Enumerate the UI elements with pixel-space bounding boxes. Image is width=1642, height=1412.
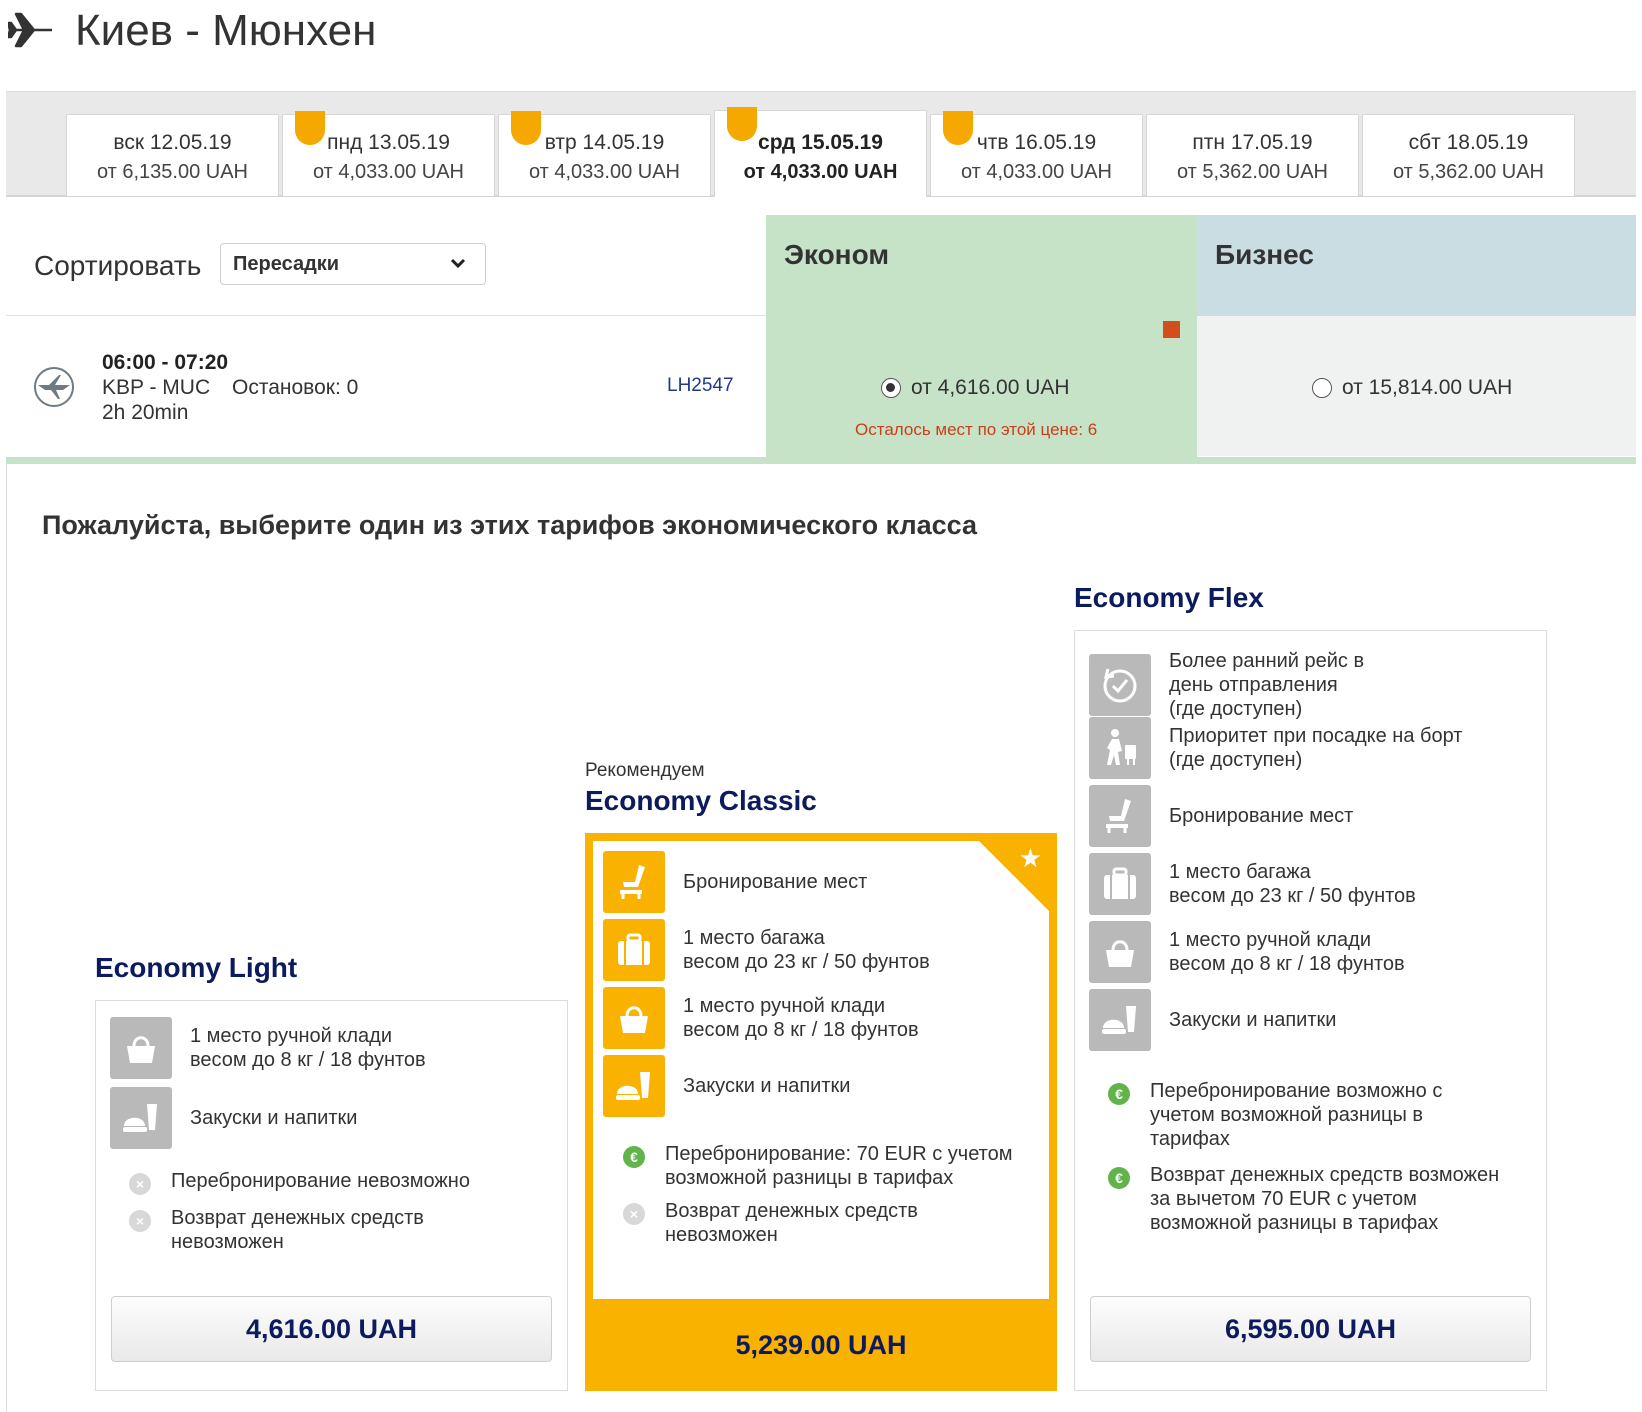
fare-title-flex: Economy Flex — [1074, 582, 1264, 613]
flight-number-link[interactable]: LH2547 — [667, 375, 734, 396]
flight-route: KBP - MUC — [102, 376, 211, 399]
feature-text: 1 место ручной клади весом до 8 кг / 18 фунтов — [683, 995, 919, 1041]
economy-radio[interactable] — [881, 378, 901, 398]
date-tab-price: от 6,135.00 UAH — [96, 161, 249, 183]
business-fare-cell[interactable] — [1197, 316, 1636, 456]
business-radio[interactable] — [1312, 378, 1332, 398]
feature-text: Бронирование мест — [1169, 805, 1354, 827]
fare-title-classic: Economy Classic — [585, 785, 817, 816]
feature-item — [603, 1055, 850, 1117]
feature-item — [603, 919, 930, 981]
feature-text: 1 место багажа весом до 23 кг / 50 фунтов — [683, 927, 930, 973]
choose-fare-title: Пожалуйста, выберите один из этих тарифов экономического класса — [42, 510, 978, 540]
date-tab[interactable] — [282, 114, 495, 196]
sort-select[interactable] — [220, 243, 486, 285]
date-tab-date: вск 12.05.19 — [113, 131, 232, 154]
condition-text: Перебронирование невозможно — [171, 1170, 470, 1192]
priority-boarding-icon — [1089, 717, 1151, 779]
condition-text: Возврат денежных средств невозможен — [171, 1207, 424, 1253]
feature-item — [603, 987, 919, 1049]
lowest-price-badge-icon — [727, 107, 757, 141]
economy-price: от 4,616.00 UAH — [911, 376, 1070, 399]
fare-card-light — [95, 1000, 568, 1391]
select-fare-light-button[interactable]: 4,616.00 UAH — [111, 1296, 552, 1362]
sort-label: Сортировать — [34, 250, 202, 281]
chevron-down-icon — [449, 254, 467, 272]
feature-item — [1089, 921, 1405, 983]
feature-text: 1 место ручной клади весом до 8 кг / 18 фунтов — [190, 1025, 426, 1071]
date-tab-date: втр 14.05.19 — [544, 131, 665, 154]
handbag-icon — [603, 987, 665, 1049]
economy-column-header — [766, 215, 1197, 316]
feature-item — [1089, 785, 1353, 847]
feature-item — [110, 1087, 357, 1149]
euro-check-icon: € — [1108, 1083, 1130, 1105]
seats-left-note: Осталось мест по этой цене: 6 — [855, 420, 1098, 439]
feature-text: Закуски и напитки — [1169, 1009, 1337, 1031]
date-tab-price: от 4,033.00 UAH — [743, 161, 898, 183]
feature-item — [110, 1017, 426, 1079]
feature-text: Приоритет при посадке на борт (где доступен) — [1169, 725, 1463, 771]
date-tab-date: чтв 16.05.19 — [976, 131, 1097, 154]
suitcase-icon — [603, 919, 665, 981]
fare-card-flex — [1074, 630, 1547, 1391]
date-tab[interactable] — [930, 114, 1143, 196]
lowest-price-badge-icon — [295, 111, 325, 145]
feature-item — [603, 851, 867, 913]
date-tab-date: сбт 18.05.19 — [1408, 131, 1529, 154]
condition-item — [623, 1142, 1013, 1190]
feature-text: 1 место багажа весом до 23 кг / 50 фунтов — [1169, 861, 1416, 907]
date-tab-price: от 4,033.00 UAH — [528, 161, 681, 183]
cross-circle-icon: × — [623, 1203, 645, 1225]
cross-circle-icon: × — [129, 1173, 151, 1195]
condition-text: Возврат денежных средств возможен за вычетом 70 EUR с учетом возможной разницы в тарифах — [1150, 1164, 1500, 1234]
date-tab[interactable] — [1146, 114, 1359, 196]
condition-text: Возврат денежных средств невозможен — [665, 1200, 918, 1246]
date-tab-price: от 4,033.00 UAH — [312, 161, 465, 183]
condition-text: Перебронирование возможно с учетом возможной разницы в тарифах — [1150, 1080, 1443, 1150]
flight-time: 06:00 - 07:20 — [102, 351, 229, 374]
selection-rule — [6, 457, 1636, 464]
business-price: от 15,814.00 UAH — [1342, 376, 1513, 399]
business-column-header — [1197, 215, 1636, 316]
feature-item — [1089, 649, 1364, 721]
select-fare-flex-button[interactable]: 6,595.00 UAH — [1090, 1296, 1531, 1362]
date-tab[interactable] — [1362, 114, 1575, 196]
date-tab-price: от 5,362.00 UAH — [1392, 161, 1545, 183]
flight-stops: Остановок: 0 — [232, 376, 359, 399]
lowest-price-badge-icon — [943, 111, 973, 145]
feature-text: Бронирование мест — [683, 871, 868, 893]
left-border — [6, 464, 7, 1412]
date-tab-date: пнд 13.05.19 — [327, 131, 450, 154]
condition-item — [129, 1169, 470, 1195]
seat-icon — [1089, 785, 1151, 847]
feature-item — [1089, 989, 1336, 1051]
economy-fare-cell[interactable] — [766, 316, 1197, 464]
feature-text: Закуски и напитки — [683, 1075, 851, 1097]
page-title: Киев - Мюнхен — [75, 6, 377, 55]
date-tab[interactable] — [714, 110, 927, 198]
select-fare-classic-button[interactable]: 5,239.00 UAH — [585, 1305, 1057, 1385]
feature-item — [1089, 717, 1462, 779]
euro-check-icon: € — [623, 1146, 645, 1168]
suitcase-icon — [1089, 853, 1151, 915]
condition-item — [623, 1199, 918, 1247]
fare-card-classic — [585, 833, 1057, 1391]
route-header — [8, 0, 52, 60]
euro-check-icon: € — [1108, 1167, 1130, 1189]
handbag-icon — [110, 1017, 172, 1079]
economy-label: Эконом — [784, 239, 890, 270]
condition-item — [129, 1206, 424, 1254]
clock-check-icon — [1089, 654, 1151, 716]
star-icon: ★ — [1018, 843, 1042, 873]
date-tabs — [6, 91, 1636, 197]
meal-icon — [603, 1055, 665, 1117]
sort-selected-value: Пересадки — [233, 252, 340, 275]
condition-text: Перебронирование: 70 EUR с учетом возможной разницы в тарифах — [665, 1143, 1013, 1189]
condition-item — [1108, 1079, 1442, 1151]
feature-text: Закуски и напитки — [190, 1107, 358, 1129]
lowest-price-badge-icon — [511, 111, 541, 145]
date-tab-date: срд 15.05.19 — [758, 131, 883, 154]
meal-icon — [1089, 989, 1151, 1051]
fare-flag-icon — [1163, 321, 1180, 338]
date-tab[interactable] — [66, 114, 279, 196]
flight-duration: 2h 20min — [102, 401, 189, 424]
condition-item — [1108, 1163, 1499, 1235]
date-tab[interactable] — [498, 114, 711, 196]
business-label: Бизнес — [1215, 239, 1314, 270]
meal-icon — [110, 1087, 172, 1149]
handbag-icon — [1089, 921, 1151, 983]
date-tab-price: от 5,362.00 UAH — [1176, 161, 1329, 183]
fare-title-light: Economy Light — [95, 952, 298, 983]
feature-text: 1 место ручной клади весом до 8 кг / 18 фунтов — [1169, 929, 1405, 975]
airplane-icon — [8, 8, 52, 52]
feature-text: Более ранний рейс в день отправления (где доступен) — [1169, 650, 1365, 720]
date-tab-price: от 4,033.00 UAH — [960, 161, 1113, 183]
recommend-label: Рекомендуем — [585, 760, 705, 781]
date-tab-date: птн 17.05.19 — [1192, 131, 1313, 154]
airline-logo-icon — [33, 366, 75, 408]
seat-icon — [603, 851, 665, 913]
cross-circle-icon: × — [129, 1210, 151, 1232]
feature-item — [1089, 853, 1416, 915]
